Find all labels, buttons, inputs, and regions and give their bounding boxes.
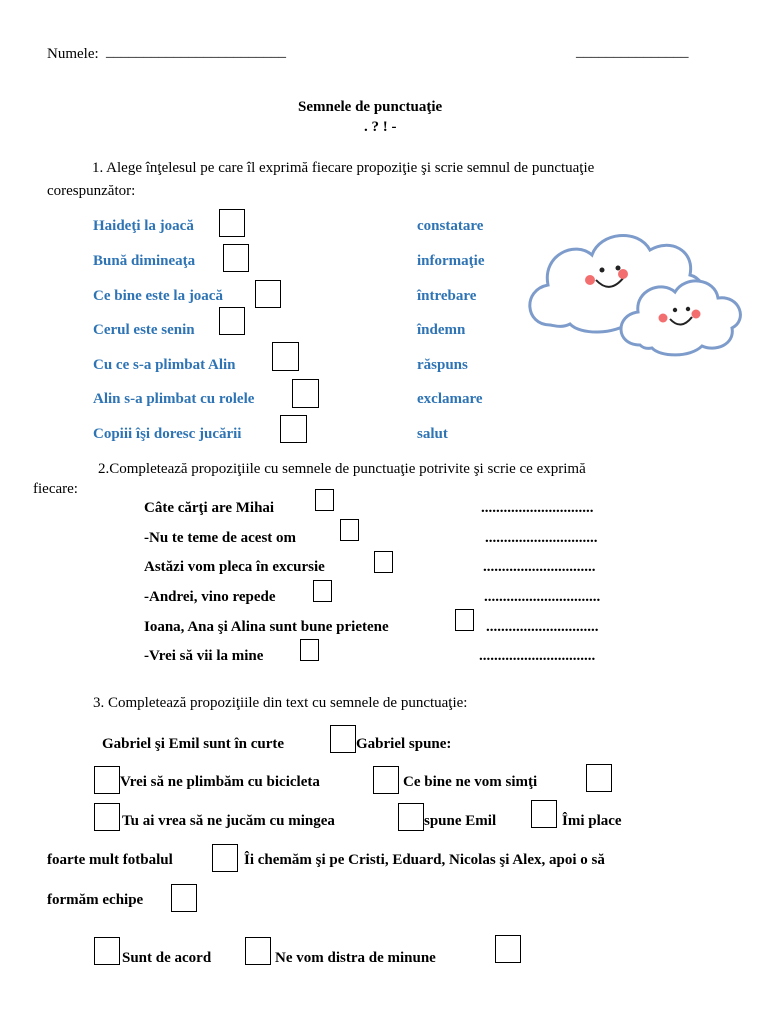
meaning-item: îndemn xyxy=(417,322,466,338)
page-subtitle: . ? ! - xyxy=(364,119,397,135)
answer-box[interactable] xyxy=(272,342,299,371)
answer-line[interactable]: ............................... xyxy=(484,589,601,605)
answer-box[interactable] xyxy=(280,415,307,443)
ex1-sentence: Cerul este senin xyxy=(93,322,195,338)
name-label: Numele: xyxy=(47,46,99,62)
answer-box[interactable] xyxy=(586,764,612,792)
answer-box[interactable] xyxy=(94,803,120,831)
ex1-instruction-cont: corespunzător: xyxy=(47,183,136,199)
answer-box[interactable] xyxy=(219,307,245,335)
ex3-text: spune Emil xyxy=(424,813,497,829)
date-line[interactable]: _______________ xyxy=(576,44,689,60)
meaning-item: constatare xyxy=(417,218,484,234)
answer-box[interactable] xyxy=(373,766,399,794)
answer-box[interactable] xyxy=(94,937,120,965)
meaning-item: informaţie xyxy=(417,253,485,269)
answer-line[interactable]: ............................... xyxy=(479,648,596,664)
answer-line[interactable]: .............................. xyxy=(481,500,594,516)
answer-box[interactable] xyxy=(94,766,120,794)
ex2-sentence: Câte cărţi are Mihai xyxy=(144,500,275,516)
ex3-text: Tu ai vrea să ne jucăm cu mingea xyxy=(122,813,335,829)
ex1-sentence: Haideţi la joacă xyxy=(93,218,194,234)
ex2-sentence: Ioana, Ana şi Alina sunt bune prietene xyxy=(144,619,389,635)
answer-box[interactable] xyxy=(313,580,332,602)
ex2-sentence: -Andrei, vino repede xyxy=(144,589,276,605)
answer-box[interactable] xyxy=(171,884,197,912)
answer-box[interactable] xyxy=(330,725,356,753)
ex3-text: Ce bine ne vom simţi xyxy=(403,774,538,790)
answer-box[interactable] xyxy=(315,489,334,511)
meaning-item: salut xyxy=(417,426,448,442)
ex3-instruction: 3. Completează propoziţiile din text cu semnele de punctuaţie: xyxy=(93,695,468,711)
ex3-text: Gabriel şi Emil sunt în curte xyxy=(102,736,285,752)
ex1-instruction: 1. Alege înţelesul pe care îl exprimă fiecare propoziţie şi scrie semnul de punctuaţie xyxy=(92,160,595,176)
ex3-text: Îi chemăm şi pe Cristi, Eduard, Nicolas şi Alex, apoi o să xyxy=(244,852,605,868)
ex1-sentence: Copiii îşi doresc jucării xyxy=(93,426,242,442)
page-title: Semnele de punctuaţie xyxy=(298,99,443,115)
ex3-text: Vrei să ne plimbăm cu bicicleta xyxy=(120,774,320,790)
answer-box[interactable] xyxy=(223,244,249,272)
ex3-text: foarte mult fotbalul xyxy=(47,852,173,868)
ex2-sentence: Astăzi vom pleca în excursie xyxy=(144,559,325,575)
ex1-sentence: Alin s-a plimbat cu rolele xyxy=(93,391,255,407)
answer-box[interactable] xyxy=(245,937,271,965)
ex3-text: Gabriel spune: xyxy=(356,736,452,752)
ex3-text: Îmi place xyxy=(562,813,622,829)
meaning-item: răspuns xyxy=(417,357,468,373)
ex2-instruction-cont: fiecare: xyxy=(33,481,78,497)
ex2-instruction: 2.Completează propoziţiile cu semnele de punctuaţie potrivite şi scrie ce exprimă xyxy=(98,461,586,477)
answer-box[interactable] xyxy=(531,800,557,828)
answer-box[interactable] xyxy=(292,379,319,408)
answer-box[interactable] xyxy=(495,935,521,963)
ex1-sentence: Ce bine este la joacă xyxy=(93,288,223,304)
answer-box[interactable] xyxy=(374,551,393,573)
name-line[interactable]: ________________________ xyxy=(106,44,286,60)
answer-box[interactable] xyxy=(255,280,281,308)
smiling-clouds-illustration xyxy=(520,220,750,365)
answer-box[interactable] xyxy=(340,519,359,541)
ex3-text: formăm echipe xyxy=(47,892,144,908)
answer-line[interactable]: .............................. xyxy=(486,619,599,635)
meaning-item: întrebare xyxy=(417,288,477,304)
ex3-text: Ne vom distra de minune xyxy=(275,950,436,966)
answer-box[interactable] xyxy=(219,209,245,237)
answer-line[interactable]: .............................. xyxy=(485,530,598,546)
ex2-sentence: -Vrei să vii la mine xyxy=(144,648,264,664)
answer-box[interactable] xyxy=(455,609,474,631)
meaning-item: exclamare xyxy=(417,391,483,407)
ex1-sentence: Cu ce s-a plimbat Alin xyxy=(93,357,236,373)
answer-line[interactable]: .............................. xyxy=(483,559,596,575)
ex2-sentence: -Nu te teme de acest om xyxy=(144,530,297,546)
answer-box[interactable] xyxy=(398,803,424,831)
answer-box[interactable] xyxy=(212,844,238,872)
answer-box[interactable] xyxy=(300,639,319,661)
ex3-text: Sunt de acord xyxy=(122,950,212,966)
ex1-sentence: Bună dimineaţa xyxy=(93,253,196,269)
